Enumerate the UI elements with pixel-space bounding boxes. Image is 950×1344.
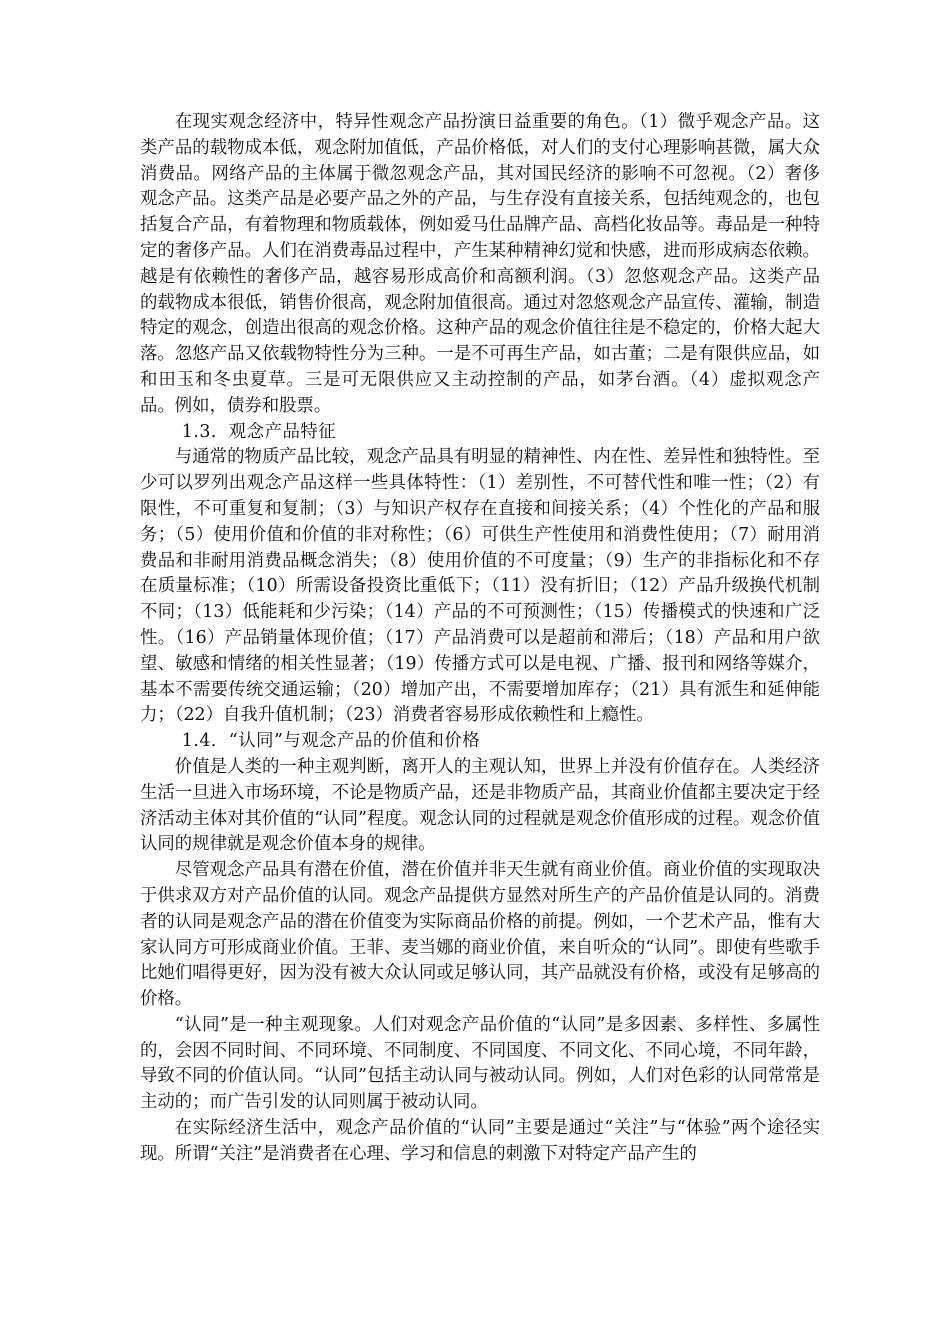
paragraph-value-judgment: 价值是人类的一种主观判断，离开人的主观认知，世界上并没有价值存在。人类经济生活一旦进入市场环境，不论是物质产品，还是非物质产品，其商业价值都主要决定于经济活动主体对其价值的“认同”程度。观念认同的过程就是观念价值形成的过程。观念价值认同的规律就是观念价值本身的规律。	[140, 756, 820, 855]
paragraph-product-features: 与通常的物质产品比较，观念产品具有明显的精神性、内在性、差异性和独特性。至少可以罗列出观念产品这样一些具体特性：（1）差别性，不可替代性和唯一性；（2）有限性，不可重复和复制；（3）与知识产权存在直接和间接关系；（4）个性化的产品和服务；（5）使用价值和价值的非对称性；（6）可供生产性使用和消费性使用；（7）耐用消费品和非耐用消费品概念消失；（8）使用价值的不可度量；（9）生产的非指标化和不存在质量标准；（10）所需设备投资比重低下；（11）没有折旧；（12）产品升级换代机制不同；（13）低能耗和少污染；（14）产品的不可预测性；（15）传播模式的快速和广泛性。（16）产品销量体现价值；（17）产品消费可以是超前和滞后；（18）产品和用户欲望、敏感和情绪的相关性显著；（19）传播方式可以是电视、广播、报刊和网络等媒介，基本不需要传统交通运输；（20）增加产出，不需要增加库存；（21）具有派生和延伸能力；（22）自我升值机制；（23）消费者容易形成依赖性和上瘾性。	[140, 447, 820, 726]
paragraph-potential-value: 尽管观念产品具有潜在价值，潜在价值并非天生就有商业价值。商业价值的实现取决于供求双方对产品价值的认同。观念产品提供方显然对所生产的产品价值是认同的。消费者的认同是观念产品的潜在价值变为实际商品价格的前提。例如，一个艺术产品，惟有大家认同方可形成商业价值。王菲、麦当娜的商业价值，来自听众的“认同”。即使有些歌手比她们唱得更好，因为没有被大众认同或足够认同，其产品就没有价格，或没有足够高的价格。	[140, 860, 820, 1010]
paragraph-special-idea-products: 在现实观念经济中，特异性观念产品扮演日益重要的角色。（1）微乎观念产品。这类产品的载物成本低，观念附加值低，产品价格低，对人们的支付心理影响甚微，属大众消费品。网络产品的主体属于微忽观念产品，其对国民经济的影响不可忽视。（2）奢侈观念产品。这类产品是必要产品之外的产品，与生存没有直接关系，包括纯观念的，也包括复合产品，有着物理和物质载体，例如爱马仕品牌产品、高档化妆品等。毒品是一种特定的奢侈产品。人们在消费毒品过程中，产生某种精神幻觉和快感，进而形成病态依赖。越是有依赖性的奢侈产品，越容易形成高价和高额利润。（3）忽悠观念产品。这类产品的载物成本很低，销售价很高，观念附加值很高。通过对忽悠观念产品宣传、灌输，制造特定的观念，创造出很高的观念价格。这种产品的观念价值往往是不稳定的，价格大起大落。忽悠产品又依载物特性分为三种。一是不可再生产品，如古董；二是有限供应品，如和田玉和冬虫夏草。三是可无限供应又主动控制的产品，如茅台酒。（4）虚拟观念产品。例如，债券和股票。	[140, 112, 820, 416]
paragraph-attention-experience: 在实际经济生活中，观念产品价值的“认同”主要是通过“关注”与“体验”两个途径实现。所谓“关注”是消费者在心理、学习和信息的刺激下对特定产品产生的	[140, 1118, 820, 1164]
section-heading-1-3: 1.3．观念产品特征	[181, 421, 337, 442]
section-heading-1-4: 1.4．“认同”与观念产品的价值和价格	[181, 731, 481, 752]
document-page	[140, 110, 820, 1168]
paragraph-recognition-subjective: “认同”是一种主观现象。人们对观念产品价值的“认同”是多因素、多样性、多属性的，会因不同时间、不同环境、不同制度、不同国度、不同文化、不同心境，不同年龄，导致不同的价值认同。“认同”包括主动认同与被动认同。例如，人们对色彩的认同常常是主动的；而广告引发的认同则属于被动认同。	[140, 1014, 820, 1113]
